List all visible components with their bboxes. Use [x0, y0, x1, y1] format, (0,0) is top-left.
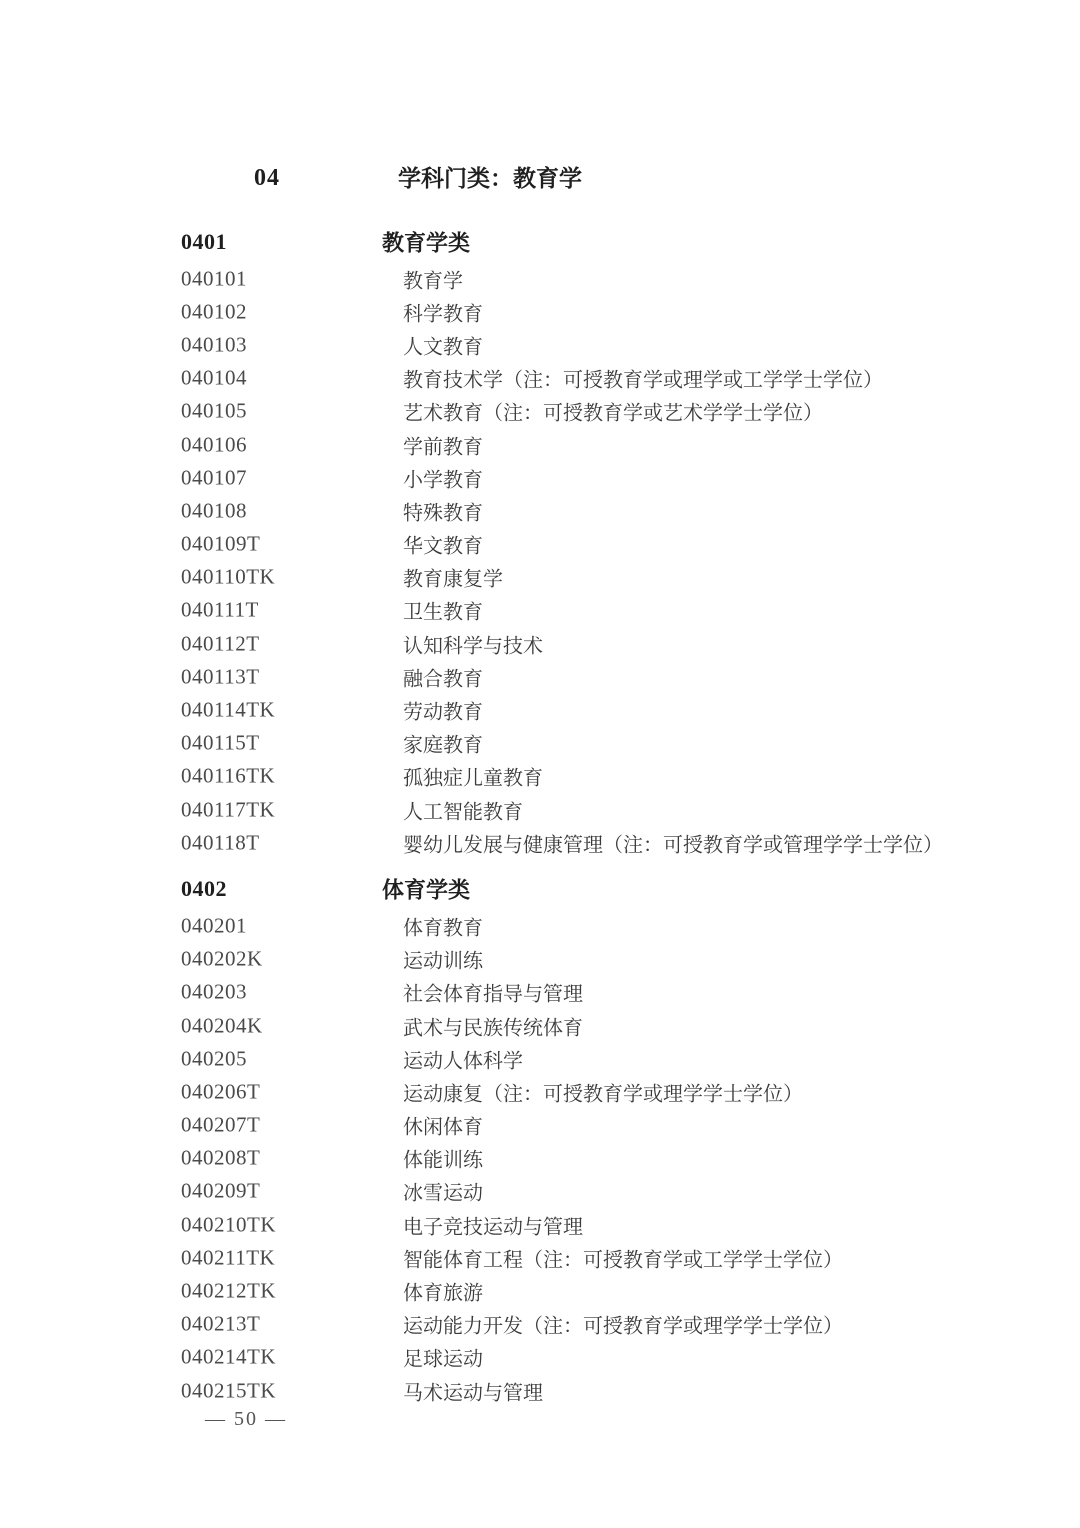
- major-name: 运动训练: [403, 950, 483, 973]
- major-code: 040101: [181, 266, 247, 291]
- major-row: [0, 1208, 1080, 1241]
- major-code: 040204K: [181, 1013, 263, 1038]
- major-code: 040111T: [181, 597, 259, 622]
- section-rows: [0, 909, 1080, 1407]
- major-row: [0, 362, 1080, 395]
- major-row: [0, 1175, 1080, 1208]
- major-name: 运动人体科学: [403, 1050, 523, 1073]
- page-number: — 50 —: [205, 1408, 287, 1430]
- major-name: 体能训练: [403, 1149, 483, 1172]
- major-name: 教育技术学（注：可授教育学或理学或工学学士学位）: [403, 369, 883, 392]
- major-code: 040118T: [181, 830, 260, 855]
- major-row: [0, 1009, 1080, 1042]
- major-row: [0, 1241, 1080, 1274]
- major-name: 家庭教育: [403, 734, 483, 757]
- major-name: 运动能力开发（注：可授教育学或理学学士学位）: [403, 1315, 843, 1338]
- major-row: [0, 1308, 1080, 1341]
- major-row: [0, 1341, 1080, 1374]
- major-row: [0, 295, 1080, 328]
- major-row: [0, 660, 1080, 693]
- major-code: 040209T: [181, 1178, 261, 1203]
- major-code: 040105: [181, 398, 247, 423]
- major-name: 人文教育: [403, 336, 483, 359]
- major-code: 040110TK: [181, 564, 276, 589]
- major-row: [0, 1042, 1080, 1075]
- major-row: [0, 1274, 1080, 1307]
- major-name: 学前教育: [403, 436, 483, 459]
- major-row: [0, 594, 1080, 627]
- major-code: 040117TK: [181, 797, 276, 822]
- major-row: [0, 727, 1080, 760]
- section-name: 教育学类: [382, 230, 471, 256]
- major-name: 休闲体育: [403, 1116, 483, 1139]
- section-code: 0402: [181, 876, 227, 902]
- major-code: 040113T: [181, 664, 260, 689]
- major-code: 040212TK: [181, 1278, 276, 1303]
- section-header-row: [0, 222, 1080, 262]
- major-name: 特殊教育: [403, 502, 483, 525]
- major-row: [0, 262, 1080, 295]
- discipline-section: [0, 222, 1080, 859]
- major-code: 040106: [181, 432, 247, 457]
- major-row: [0, 760, 1080, 793]
- major-name: 运动康复（注：可授教育学或理学学士学位）: [403, 1083, 803, 1106]
- section-code: 0401: [181, 229, 227, 254]
- major-row: [0, 395, 1080, 428]
- major-code: 040109T: [181, 531, 261, 556]
- major-row: [0, 461, 1080, 494]
- major-row: [0, 1075, 1080, 1108]
- major-name: 教育学: [403, 270, 463, 293]
- major-row: [0, 909, 1080, 942]
- major-code: 040112T: [181, 631, 260, 656]
- major-name: 婴幼儿发展与健康管理（注：可授教育学或管理学学士学位）: [403, 834, 943, 857]
- major-code: 040208T: [181, 1145, 261, 1170]
- major-name: 艺术教育（注：可授教育学或艺术学学士学位）: [403, 402, 823, 425]
- major-code: 040213T: [181, 1311, 261, 1336]
- major-name: 华文教育: [403, 535, 483, 558]
- major-row: [0, 943, 1080, 976]
- major-code: 040108: [181, 498, 247, 523]
- major-name: 智能体育工程（注：可授教育学或工学学士学位）: [403, 1249, 843, 1272]
- section-name: 体育学类: [382, 877, 471, 903]
- sections-container: [0, 222, 1080, 1407]
- major-row: [0, 328, 1080, 361]
- major-code: 040116TK: [181, 763, 276, 788]
- major-row: [0, 1109, 1080, 1142]
- page-header: [0, 163, 1080, 193]
- major-name: 人工智能教育: [403, 801, 523, 824]
- major-name: 体育旅游: [403, 1282, 483, 1305]
- major-name: 电子竞技运动与管理: [403, 1216, 583, 1239]
- major-row: [0, 494, 1080, 527]
- major-code: 040207T: [181, 1112, 261, 1137]
- category-code: 04: [254, 165, 280, 191]
- major-name: 认知科学与技术: [403, 635, 543, 658]
- major-code: 040214TK: [181, 1344, 276, 1369]
- major-row: [0, 1142, 1080, 1175]
- major-code: 040107: [181, 465, 247, 490]
- major-row: [0, 1374, 1080, 1407]
- major-code: 040202K: [181, 946, 263, 971]
- discipline-section: [0, 869, 1080, 1407]
- major-name: 卫生教育: [403, 601, 483, 624]
- major-code: 040103: [181, 332, 247, 357]
- major-row: [0, 976, 1080, 1009]
- major-code: 040203: [181, 979, 247, 1004]
- major-row: [0, 793, 1080, 826]
- major-code: 040115T: [181, 730, 260, 755]
- major-row: [0, 561, 1080, 594]
- major-name: 足球运动: [403, 1348, 483, 1371]
- major-row: [0, 528, 1080, 561]
- major-name: 武术与民族传统体育: [403, 1017, 583, 1040]
- section-header-row: [0, 869, 1080, 909]
- major-code: 040205: [181, 1046, 247, 1071]
- major-row: [0, 627, 1080, 660]
- major-code: 040215TK: [181, 1378, 276, 1403]
- major-code: 040104: [181, 365, 247, 390]
- major-name: 马术运动与管理: [403, 1382, 543, 1405]
- major-code: 040206T: [181, 1079, 261, 1104]
- major-code: 040201: [181, 913, 247, 938]
- major-name: 冰雪运动: [403, 1182, 483, 1205]
- major-name: 科学教育: [403, 303, 483, 326]
- major-row: [0, 826, 1080, 859]
- major-code: 040102: [181, 299, 247, 324]
- section-rows: [0, 262, 1080, 859]
- major-name: 教育康复学: [403, 568, 503, 591]
- major-name: 融合教育: [403, 668, 483, 691]
- major-code: 040114TK: [181, 697, 276, 722]
- major-row: [0, 693, 1080, 726]
- major-code: 040210TK: [181, 1212, 276, 1237]
- major-code: 040211TK: [181, 1245, 276, 1270]
- category-title: 学科门类：教育学: [398, 165, 582, 191]
- major-row: [0, 428, 1080, 461]
- major-name: 体育教育: [403, 917, 483, 940]
- major-name: 小学教育: [403, 469, 483, 492]
- major-name: 劳动教育: [403, 701, 483, 724]
- major-name: 孤独症儿童教育: [403, 767, 543, 790]
- major-name: 社会体育指导与管理: [403, 983, 583, 1006]
